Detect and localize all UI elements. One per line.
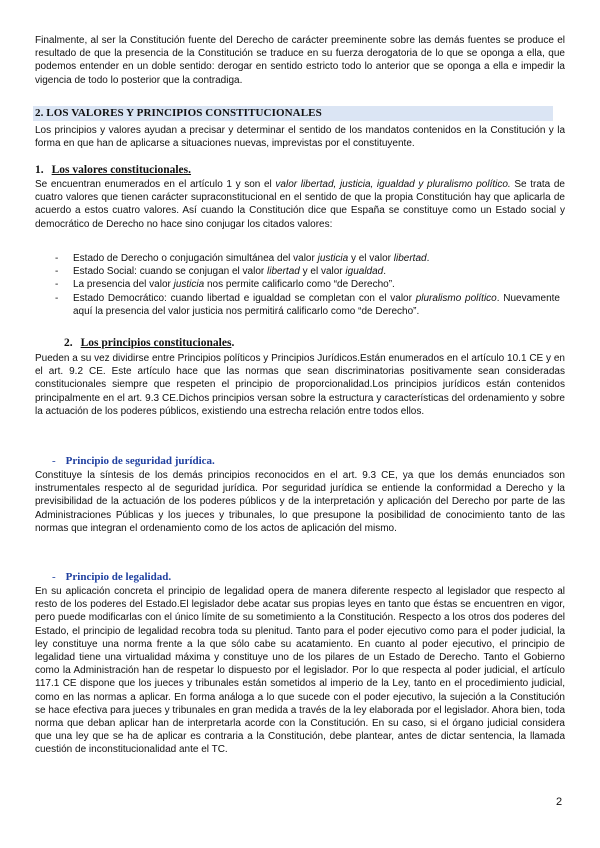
legalidad-paragraph: En su aplicación concreta el principio de legalidad opera de manera diferente respecto al legislador que respecto al resto de los poderes del Estado.El legislador debe acatar sus propias leyes en tanto que éstas se encuentren en vigor, pero puede modificarlas con el único límite de su sometimiento a la Constitución. Respecto a los otros dos poderes del Estado, el principio de legalidad recobra toda su plenitud. Tanto para el poder ejecutivo como para el poder judicial, la ley constituye una norma frente a la que sólo cabe su acatamiento. En cuanto al poder ejecutivo, el principio de legalidad tiene una virtualidad máxima y constituye uno de los pilares de un Estado de Derecho. Tanto el Gobierno como la Administración han de respetar lo dispuesto por el legislador. Por lo que respecta al poder judicial, el artículo 117.1 CE dispone que los jueces y tribunales están sometidos al imperio de la Ley, tanto en el procedimiento judicial, como en las normas a aplicar. En forma análoga a lo que sucede con el poder ejecutivo, la sujeción a la Constitución se hace efectiva para jueces y tribunales en gran medida a través de la ley elaborada por el legislador. Ahora bien, toda norma que deban aplicar han de interpretarla acorde con la Constitución. En su caso, si el órgano judicial considera que una ley que se ha de aplicar es contraria a la Constitución, debe plantear, antes de dictar sentencia, la llamada cuestión de inconstitucionalidad ante el TC. [35, 586, 565, 756]
valores-list [55, 252, 560, 318]
principios-paragraph: Pueden a su vez dividirse entre Principios políticos y Principios Jurídicos.Están enumerados en el artículo 10.1 CE y en el art. 9.2 CE. Este artículo hace que las normas que sean discriminatorias positivamente sean consideradas constitucionales siempre que respeten el principio de proporcionalidad.Los principios jurídicos están contenidos principalmente en el art. 9.3 CE.Dichos principios versan sobre la estructura y características del ordenamiento y sobre la actuación de los poderes públicos, existiendo una estrecha relación entre todos ellos. [35, 353, 565, 417]
page-number: 2 [556, 796, 563, 808]
list-item: - La presencia del valor justicia nos permite calificarlo como “de Derecho”. [55, 279, 395, 291]
seguridad-title: Principio de seguridad jurídica. [65, 455, 215, 467]
list-item: - Estado Democrático: cuando libertad e igualdad se completan con el valor pluralismo político. Nuevamente aquí la presencia del valor justicia nos permitirá calificarlo como “de Derecho”. [55, 292, 560, 317]
section-intro-paragraph: Los principios y valores ayudan a precisar y determinar el sentido de los mandatos contenidos en la Constitución y la forma en que han de aplicarse a situaciones nuevas, imprevistas por el constituyente. [35, 125, 565, 150]
section-heading: 2. LOS VALORES Y PRINCIPIOS CONSTITUCIONALES [35, 107, 322, 119]
seguridad-heading [52, 455, 215, 467]
valores-heading [35, 164, 191, 176]
valores-text-italic: valor libertad, justicia, igualdad y pluralismo político. [275, 179, 511, 190]
valores-paragraph [35, 178, 565, 231]
principios-heading-tail: . [231, 337, 235, 349]
list-item: - Estado de Derecho o conjugación simultánea del valor justicia y el valor libertad. [55, 253, 430, 264]
principios-heading-title: Los principios constitucionales [80, 337, 232, 349]
principios-heading-number: 2. [64, 337, 73, 349]
legalidad-heading [52, 571, 171, 583]
principios-heading [64, 337, 234, 349]
legalidad-bullet: - [52, 571, 56, 583]
valores-text-start: Se encuentran enumerados en el artículo 1 y son el [35, 179, 276, 190]
legalidad-title: Principio de legalidad. [65, 571, 172, 583]
seguridad-paragraph: Constituye la síntesis de los demás principios reconocidos en el art. 9.3 CE, ya que los demás enunciados son instrumentales respecto al de seguridad jurídica. Por seguridad jurídica se entiende la conformidad a Derecho y la previsibilidad de la actuación de los poderes públicos y de la interpretación y aplicación del Derecho por parte de las Administraciones Públicas y los jueces y tribunales, lo que presupone la posibilidad de conocimiento tanto de las normas que integran el ordenamiento como de los actos de aplicación del mismo. [35, 470, 565, 534]
valores-text-rest: Se trata de cuatro valores que tienen carácter supraconstitucional en el sentido de que la propia Constitución hay que aplicarla de acuerdo a estos cuatro valores. Así cuando la Constitución dice que España se constituye como un Estado social y democrático de Derecho no hace sino conjugar los citados valores: [35, 179, 565, 230]
seguridad-bullet: - [52, 455, 56, 467]
valores-heading-title: Los valores constitucionales. [51, 164, 192, 176]
list-item: - Estado Social: cuando se conjugan el valor libertad y el valor igualdad. [55, 266, 386, 278]
valores-heading-number: 1. [35, 164, 44, 176]
intro-paragraph: Finalmente, al ser la Constitución fuente del Derecho de carácter preeminente sobre las demás fuentes se produce el resultado de que la presencia de la Constitución se traduce en su fuerza derogatoria de lo que se oponga a ella, que podemos entender en un doble sentido: derogar en sentido estricto todo lo anterior que se oponga a ella e impedir la vigencia de todo lo posterior que la contradiga. [35, 35, 565, 86]
